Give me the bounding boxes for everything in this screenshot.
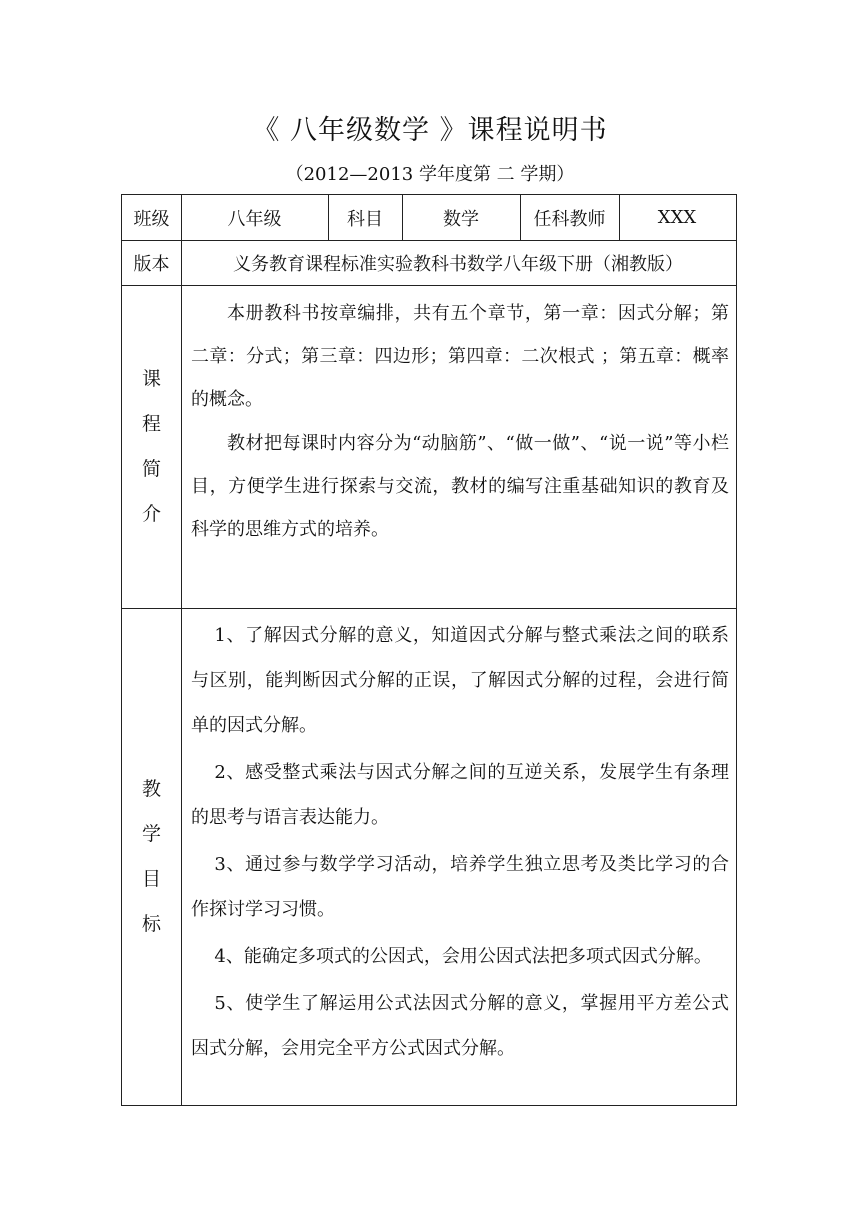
edition-value: 义务教育课程标准实验教科书数学八年级下册（湘教版） bbox=[233, 253, 683, 275]
goal-item: 1、了解因式分解的意义，知道因式分解与整式乘法之间的联系与区别，能判断因式分解的正误，了解因式分解的过程，会进行简单的因式分解。 bbox=[191, 625, 729, 736]
document-subtitle: （2012—2013 学年度第 二 学期） bbox=[285, 164, 575, 185]
intro-label bbox=[122, 285, 181, 608]
class-label: 班级 bbox=[133, 208, 170, 230]
subject-label: 科目 bbox=[347, 208, 383, 230]
goals-label-char: 标 bbox=[141, 912, 161, 935]
edition-label: 版本 bbox=[133, 253, 170, 275]
goals-label-char: 学 bbox=[141, 822, 161, 845]
subject-value: 数学 bbox=[443, 208, 479, 230]
row-divider bbox=[122, 608, 736, 609]
intro-paragraph: 教材把每课时内容分为“动脑筋”、“做一做”、“说一说”等小栏目，方便学生进行探索与交流，教材的编写注重基础知识的教育及科学的思维方式的培养。 bbox=[191, 433, 729, 540]
intro-label-char: 程 bbox=[141, 412, 161, 435]
teacher-value: XXX bbox=[657, 207, 697, 228]
teacher-label: 任科教师 bbox=[533, 208, 606, 230]
goal-item: 3、通过参与数学学习活动，培养学生独立思考及类比学习的合作探讨学习习惯。 bbox=[191, 854, 729, 920]
goal-item: 5、使学生了解运用公式法因式分解的意义，掌握用平方差公式因式分解，会用完全平方公式因式分解。 bbox=[191, 993, 729, 1059]
goals-content bbox=[191, 613, 729, 1071]
intro-label-char: 课 bbox=[141, 367, 161, 390]
intro-label-char: 介 bbox=[141, 502, 161, 525]
goal-item: 2、感受整式乘法与因式分解之间的互逆关系，发展学生有条理的思考与语言表达能力。 bbox=[191, 762, 729, 828]
column-divider bbox=[181, 195, 182, 1105]
goals-label bbox=[122, 608, 181, 1105]
intro-paragraph: 本册教科书按章编排，共有五个章节，第一章：因式分解；第二章：分式；第三章：四边形；第四章：二次根式 ；第五章：概率的概念。 bbox=[191, 303, 729, 410]
document-title: 《 八年级数学 》课程说明书 bbox=[252, 115, 608, 146]
row-divider bbox=[122, 285, 736, 286]
class-value: 八年级 bbox=[227, 208, 282, 230]
goal-item: 4、能确定多项式的公因式，会用公因式法把多项式因式分解。 bbox=[214, 946, 712, 967]
intro-content bbox=[191, 292, 729, 551]
goals-label-char: 目 bbox=[141, 867, 161, 890]
goals-label-char: 教 bbox=[141, 777, 161, 800]
intro-label-char: 简 bbox=[141, 457, 161, 480]
course-table bbox=[121, 194, 737, 1106]
